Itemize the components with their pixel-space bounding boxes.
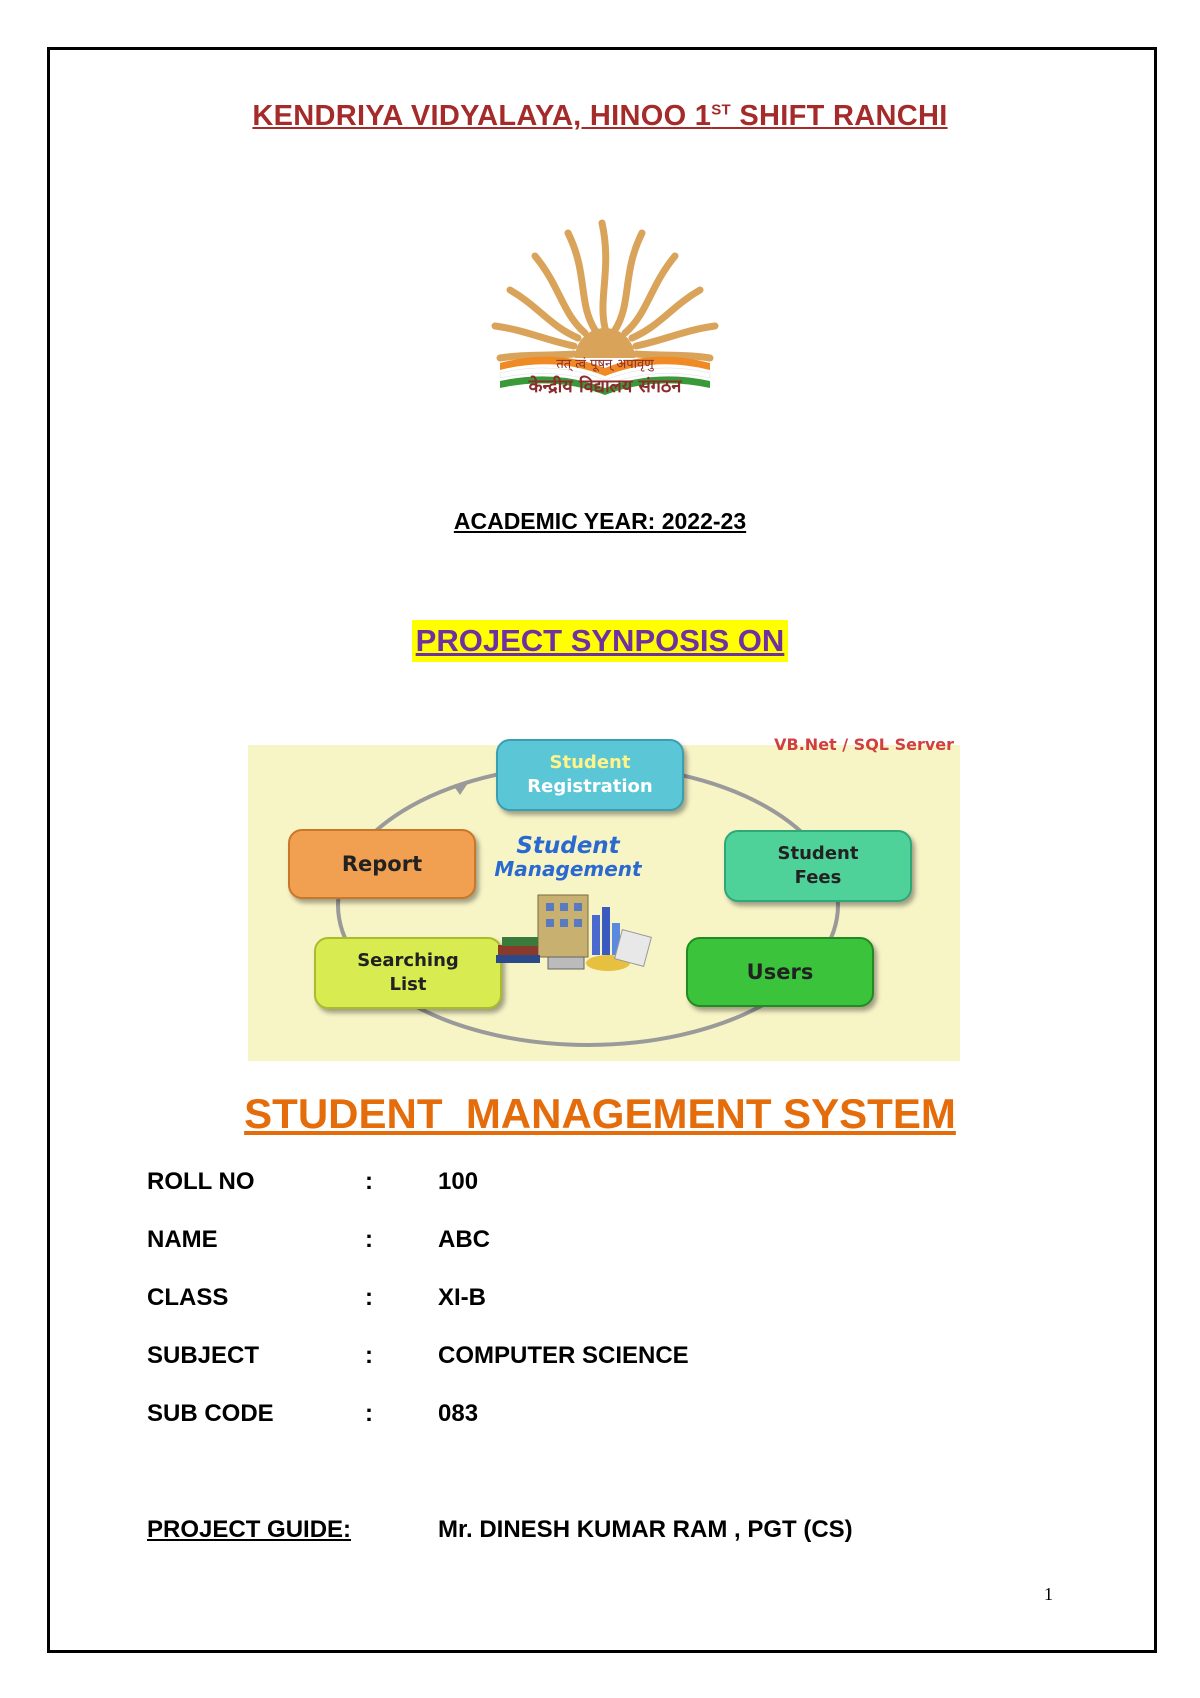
center-title: Student Management bbox=[494, 833, 642, 881]
page-number: 1 bbox=[1044, 1584, 1053, 1604]
school-name: KENDRIYA VIDYALAYA, HINOO 1ST SHIFT RANCHI bbox=[252, 100, 948, 132]
student-fees-box: Student Fees bbox=[724, 830, 912, 902]
student-registration-box: Student Registration bbox=[496, 739, 684, 811]
school-building-icon bbox=[488, 885, 658, 975]
users-box: Users bbox=[686, 937, 874, 1007]
academic-year: ACADEMIC YEAR: 2022-23 bbox=[453, 508, 747, 534]
kendriya-vidyalaya-sangathan-logo bbox=[470, 218, 740, 428]
logo-motto: तत् त्वं पूषन् अपावृणु bbox=[556, 357, 654, 372]
student-management-diagram bbox=[248, 735, 960, 1061]
project-title: STUDENT MANAGEMENT SYSTEM bbox=[244, 1090, 956, 1137]
report-box: Report bbox=[288, 829, 476, 899]
synopsis-heading: PROJECT SYNPOSIS ON bbox=[412, 620, 789, 662]
searching-list-box: Searching List bbox=[314, 937, 502, 1009]
project-guide-value: Mr. DINESH KUMAR RAM , PGT (CS) bbox=[438, 1516, 853, 1543]
corner-caption: VB.Net / SQL Server bbox=[774, 735, 954, 754]
project-guide-label: PROJECT GUIDE bbox=[147, 1516, 344, 1543]
logo-org-name: केन्द्रीय विद्यालय संगठन bbox=[528, 376, 682, 397]
project-guide-colon: : bbox=[343, 1516, 352, 1543]
